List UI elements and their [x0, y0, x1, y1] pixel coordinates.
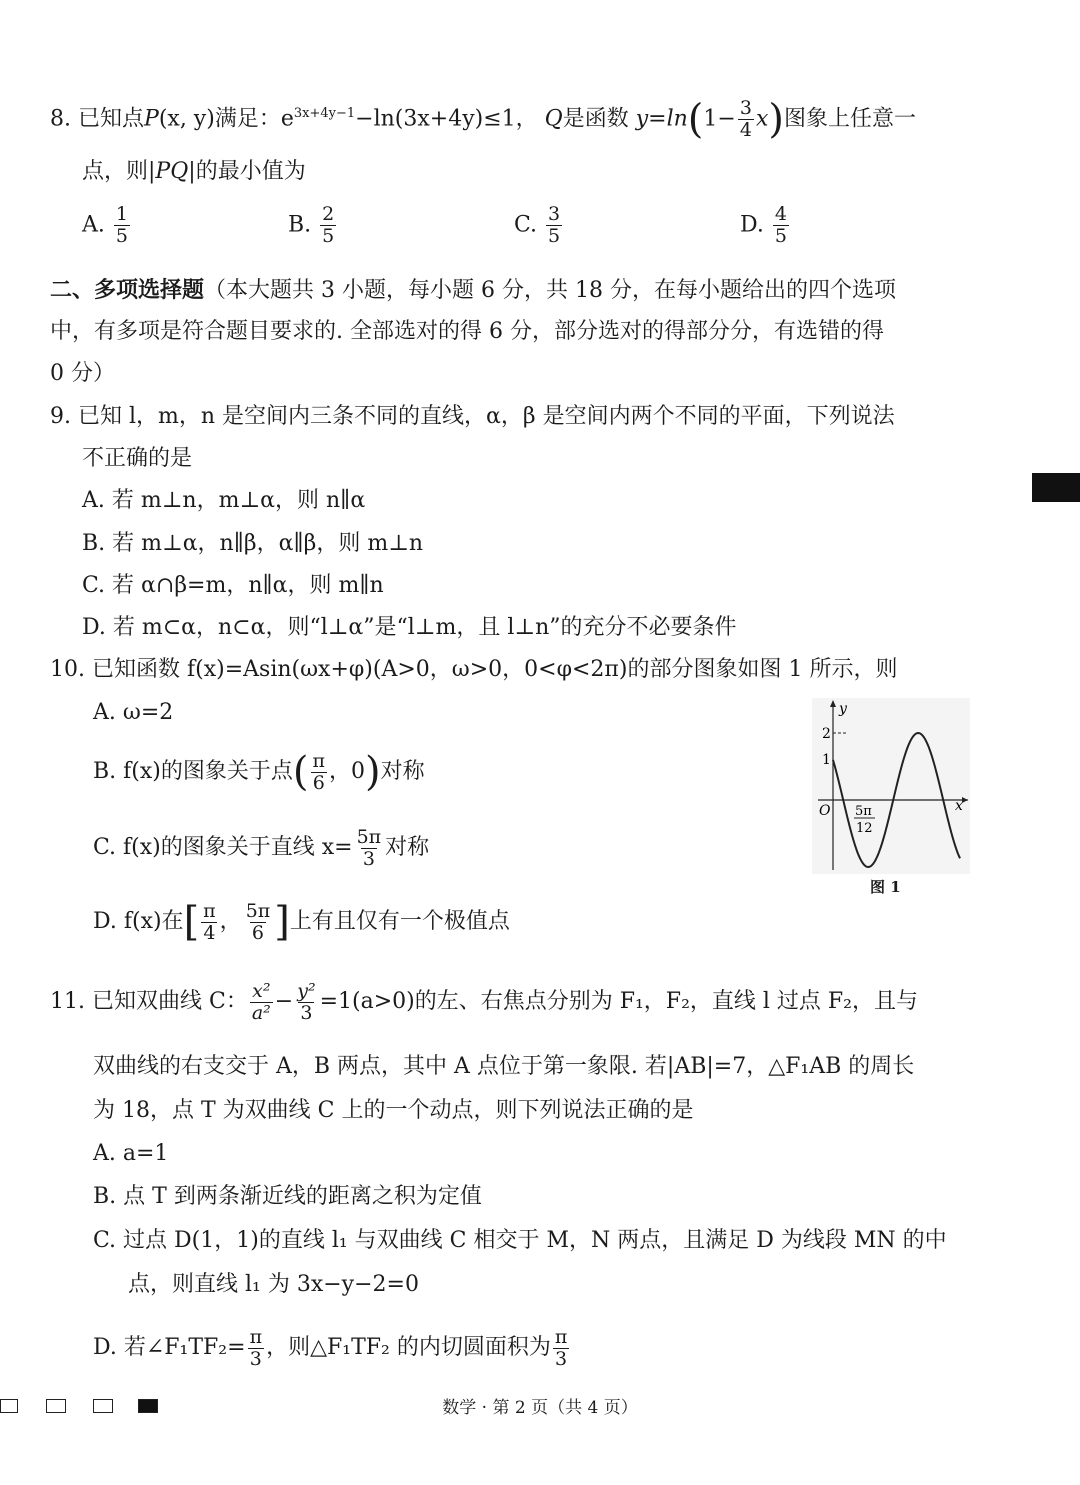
paren-close: ): [364, 749, 381, 795]
q9-option-d: D. 若 m⊂α，n⊂α，则“l⊥α”是“l⊥m，且 l⊥n”的充分不必要条件: [82, 615, 737, 640]
q9-option-a: A. 若 m⊥n，m⊥α，则 n∥α: [82, 488, 366, 513]
section2-heading: [50, 275, 896, 306]
bracket-open: [: [183, 899, 200, 945]
q8-text: 点，则: [82, 159, 149, 184]
figure-background: [812, 698, 970, 874]
q8-paren-close: ): [768, 96, 784, 143]
q8-fraction: $\frac{3}{4}$: [739, 97, 752, 141]
q11-text: =1(a>0)的左、右焦点分别为 F₁，F₂，直线 l 过点 F₂，且与: [319, 989, 918, 1014]
q10-text: ，: [219, 909, 242, 934]
q11-option-b: B. 点 T 到两条渐近线的距离之积为定值: [93, 1184, 482, 1209]
q11-text: 已知双曲线 C：: [92, 989, 248, 1014]
option-label: B.: [288, 212, 312, 238]
option-label: D.: [740, 212, 764, 238]
q8-option-d: [740, 204, 791, 247]
q8-text: 是函数: [562, 106, 629, 132]
x-tick-num: 5π: [855, 804, 872, 819]
q11-option-a: A. a=1: [93, 1141, 169, 1166]
q8-text: 已知点: [78, 106, 145, 132]
q10-option-b: [93, 750, 425, 794]
option-fraction: $\frac{3}{5}$: [548, 203, 561, 247]
q9-line2: 不正确的是: [82, 446, 193, 471]
q8-option-c: [514, 204, 564, 247]
q9-line1: [50, 402, 895, 432]
q11-line3: 为 18，点 T 为双曲线 C 上的一个动点，则下列说法正确的是: [93, 1098, 694, 1123]
q11-option-c-line1: C. 过点 D(1，1)的直线 l₁ 与双曲线 C 相交于 M，N 两点，且满足 D 为线段 MN 的中: [93, 1228, 947, 1253]
q10-d-fraction: $\frac{\pi}{4}$: [203, 899, 216, 944]
q11-line1: [50, 980, 918, 1024]
bracket-close: ]: [274, 899, 290, 945]
q11-fraction: $\frac{\text{y²}}{3}$: [297, 979, 316, 1024]
q11-text: D. 若∠F₁TF₂=: [93, 1335, 246, 1360]
q8-x: x: [755, 106, 769, 132]
q11-number: 11.: [50, 989, 85, 1014]
q8-pq: |PQ|: [148, 159, 196, 184]
q8-option-a: [82, 204, 132, 247]
q11-d-fraction: $\frac{\pi}{3}$: [554, 1325, 568, 1370]
q9-text: 已知 l，m，n 是空间内三条不同的直线，α，β 是空间内两个不同的平面，下列说法: [78, 404, 895, 429]
page-footer: 数学 · 第 2 页（共 4 页）: [442, 1398, 638, 1418]
q8-text: 图象上任意一: [783, 106, 916, 132]
q8-xy: (x, y): [158, 106, 215, 132]
q8-text: 的最小值为: [195, 159, 306, 184]
section2-desc: （本大题共 3 小题，每小题 6 分，共 18 分，在每小题给出的四个选项: [204, 278, 896, 303]
q10-line1: [50, 655, 897, 685]
section2-title: 二、多项选择题: [50, 277, 205, 303]
q8-option-b: [288, 204, 338, 247]
q8-line1: [50, 98, 916, 141]
y-label: y: [839, 701, 847, 717]
section2-line3: 0 分）: [50, 361, 115, 386]
q8-expr: −ln(3x+4y)≤1，: [355, 106, 538, 132]
q11-d-fraction: $\frac{\pi}{3}$: [249, 1325, 263, 1370]
x-tick-den: 12: [856, 821, 873, 836]
q11-option-d: [93, 1326, 571, 1370]
q10-b-fraction: $\frac{\pi}{6}$: [312, 749, 325, 794]
q10-text: B. f(x)的图象关于点: [93, 759, 293, 784]
q10-text: 对称: [385, 835, 430, 860]
q8-line2: [82, 157, 306, 187]
figure-caption: 图 1: [870, 878, 901, 896]
section2-line2: 中，有多项是符合题目要求的. 全部选对的得 6 分，部分选对的得部分分，有选错的得: [50, 319, 884, 344]
q8-text: 满足：: [214, 106, 281, 132]
q8-exponent: 3x+4y−1: [293, 106, 356, 122]
q10-option-a: A. ω=2: [93, 700, 174, 725]
q10-text: 上有且仅有一个极值点: [289, 909, 510, 934]
q10-d-fraction: $\frac{5\pi}{6}$: [245, 899, 271, 944]
q11-fraction: $\frac{\text{x²}}{\text{a²}}$: [251, 979, 271, 1024]
q8-paren-open: (: [687, 96, 704, 143]
q10-text: ，0: [328, 759, 365, 784]
q9-number: 9.: [50, 404, 71, 429]
q8-exp-base: e: [280, 106, 294, 132]
q10-text: D. f(x)在: [93, 909, 184, 934]
option-fraction: $\frac{1}{5}$: [115, 203, 128, 247]
paren-open: (: [292, 749, 309, 795]
option-label: A.: [82, 212, 105, 238]
q11-line2: 双曲线的右支交于 A，B 两点，其中 A 点位于第一象限. 若|AB|=7，△F₁AB 的周长: [93, 1054, 915, 1079]
x-label: x: [955, 798, 963, 814]
q10-c-fraction: $\frac{5\pi}{3}$: [356, 825, 382, 870]
q8-y-eq: y=ln: [635, 106, 688, 132]
q8-point-q: Q: [544, 106, 563, 132]
option-fraction: $\frac{4}{5}$: [774, 203, 787, 247]
origin-label: O: [819, 803, 831, 819]
q10-text: 已知函数 f(x)=Asin(ωx+φ)(A>0，ω>0，0<φ<2π)的部分图象如图 1 所示，则: [92, 657, 898, 682]
y-tick-2: 2: [822, 726, 831, 742]
q11-text: ，则△F₁TF₂ 的内切圆面积为: [266, 1335, 551, 1360]
q10-text: 对称: [380, 759, 425, 784]
q9-option-b: B. 若 m⊥α，n∥β，α∥β，则 m⊥n: [82, 531, 424, 556]
q9-option-c: C. 若 α∩β=m，n∥α，则 m∥n: [82, 573, 384, 598]
q11-option-c-line2: 点，则直线 l₁ 为 3x−y−2=0: [128, 1272, 419, 1297]
q10-option-c: [93, 826, 429, 870]
q11-minus: −: [274, 989, 294, 1014]
q8-number: 8.: [50, 106, 71, 132]
figure-1-sine-graph: [812, 698, 970, 874]
q10-option-d: [93, 900, 510, 944]
q10-number: 10.: [50, 657, 85, 682]
edge-tab-marker: [1032, 473, 1080, 502]
q8-point-p: P: [144, 106, 159, 132]
q10-text: C. f(x)的图象关于直线 x=: [93, 835, 353, 860]
option-fraction: $\frac{2}{5}$: [322, 203, 335, 247]
q8-one-minus: 1−: [703, 106, 736, 132]
option-label: C.: [514, 212, 538, 238]
y-tick-1: 1: [822, 752, 831, 768]
